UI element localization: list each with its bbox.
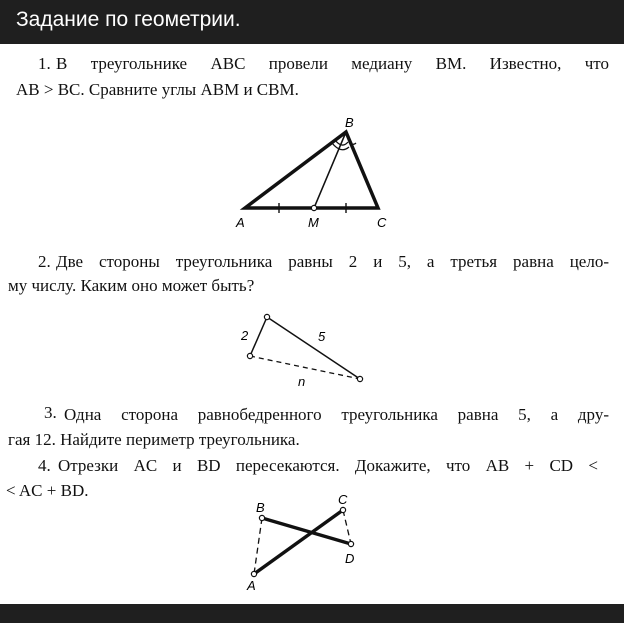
problem-1-number: 1. [38,54,51,73]
label-c: C [338,492,348,507]
problem-4-line-1: Отрезки AC и BD пересекаются. Докажите, что AB + CD < [58,456,598,475]
label-a: A [236,215,245,230]
problem-2-number: 2. [38,252,51,271]
problem-3-number: 3. [44,403,57,422]
label-b: B [256,500,265,515]
segment-ab [254,518,262,574]
point-a [251,571,256,576]
vertex-left [247,353,252,358]
segment-cd [343,510,351,544]
problem-2-line-2: му числу. Каким оно может быть? [8,276,255,295]
point-b [259,515,264,520]
label-side-5: 5 [318,329,326,344]
crossing-segments-figure [236,488,376,598]
label-side-n: n [298,374,306,389]
problem-4-line-2: < AC + BD. [6,481,89,500]
point-c [340,507,345,512]
problem-2-line-1: Две стороны треугольника равны 2 и 5, а третья равна цело- [56,252,609,271]
point-d [348,541,353,546]
problem-1-line-2: AB > BC. Сравните углы ABM и CBM. [16,80,299,99]
side-lengths-figure [228,308,378,393]
point-m [311,205,316,210]
triangle-figure [232,112,402,234]
side-2 [250,317,267,356]
title-bar [0,0,624,44]
vertex-right [357,376,362,381]
bottom-bar [0,604,624,623]
problem-3-line-1: Одна сторона равнобедренного треугольника равна 5, а дру- [64,405,609,424]
label-b: B [345,115,354,130]
segment-bd [262,518,351,544]
problem-3-line-2: гая 12. Найдите периметр треугольника. [8,430,300,449]
label-side-2: 2 [241,328,249,343]
problem-4-number: 4. [38,456,51,475]
label-c: C [377,215,387,230]
triangle-abc [245,132,378,208]
label-d: D [345,551,355,566]
page-title: Задание по геометрии. [16,8,241,31]
vertex-top [264,314,269,319]
label-m: M [308,215,319,230]
problem-1-line-1: В треугольнике ABC провели медиану BM. Известно, что [56,54,609,73]
label-a: A [247,578,256,593]
